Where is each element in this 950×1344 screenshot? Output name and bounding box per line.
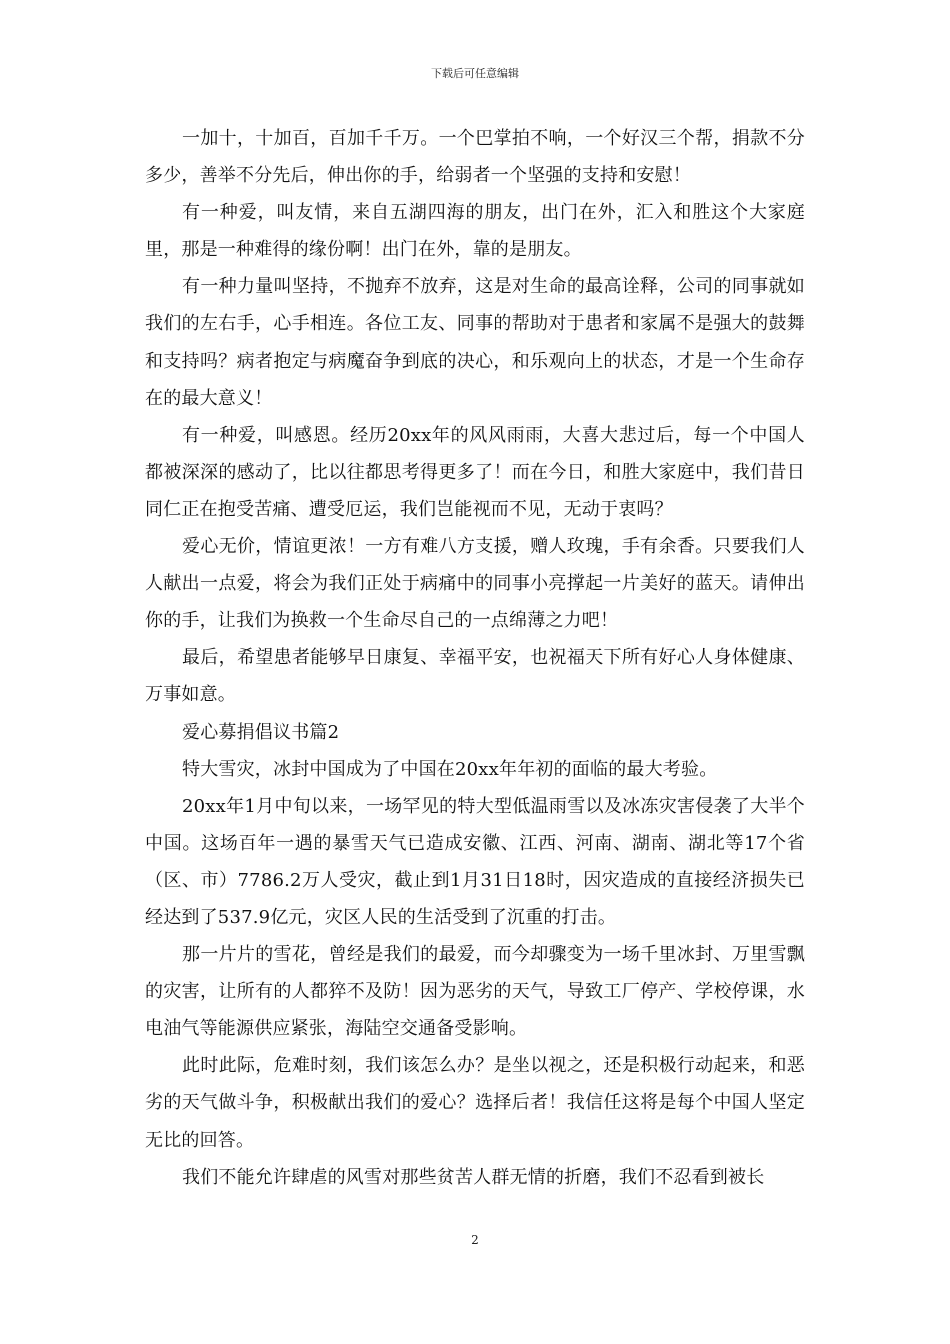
paragraph: 那一片片的雪花，曾经是我们的最爱，而今却骤变为一场千里冰封、万里雪飘的灾害，让所有的人都猝不及防！因为恶劣的天气，导致工厂停产、学校停课，水电油气等能源供应紧张，海陆空交通备受影响。 xyxy=(145,944,805,1040)
document-body xyxy=(145,120,805,1196)
paragraph: 特大雪灾，冰封中国成为了中国在20xx年年初的面临的最大考验。 xyxy=(182,758,718,780)
paragraph: 20xx年1月中旬以来，一场罕见的特大型低温雨雪以及冰冻灾害侵袭了大半个中国。这场百年一遇的暴雪天气已造成安徽、江西、河南、湖南、湖北等17个省（区、市）7786.2万人受灾，截止到1月31日18时，因灾造成的直接经济损失已经达到了537.9亿元，灾区人民的生活受到了沉重的打击。 xyxy=(145,795,805,928)
paragraph: 我们不能允许肆虐的风雪对那些贫苦人群无情的折磨，我们不忍看到被长 xyxy=(182,1166,765,1188)
paragraph: 一加十，十加百，百加千千万。一个巴掌拍不响，一个好汉三个帮，捐款不分多少，善举不分先后，伸出你的手，给弱者一个坚强的支持和安慰！ xyxy=(145,128,805,187)
paragraph: 最后，希望患者能够早日康复、幸福平安，也祝福天下所有好心人身体健康、万事如意。 xyxy=(145,647,805,706)
paragraph: 有一种力量叫坚持，不抛弃不放弃，这是对生命的最高诠释，公司的同事就如我们的左右手，心手相连。各位工友、同事的帮助对于患者和家属不是强大的鼓舞和支持吗？病者抱定与病魔奋争到底的决心，和乐观向上的状态，才是一个生命存在的最大意义！ xyxy=(145,276,805,409)
paragraph: 有一种爱，叫友情，来自五湖四海的朋友，出门在外，汇入和胜这个大家庭里，那是一种难得的缘份啊！出门在外，靠的是朋友。 xyxy=(145,202,805,261)
paragraph: 此时此际，危难时刻，我们该怎么办？是坐以视之，还是积极行动起来，和恶劣的天气做斗争，积极献出我们的爱心？选择后者！我信任这将是每个中国人坚定无比的回答。 xyxy=(145,1055,805,1151)
paragraph: 爱心无价，情谊更浓！一方有难八方支援，赠人玫瑰，手有余香。只要我们人人献出一点爱，将会为我们正处于病痛中的同事小亮撑起一片美好的蓝天。请伸出你的手，让我们为换救一个生命尽自己的一点绵薄之力吧！ xyxy=(145,536,805,632)
page-number: 2 xyxy=(471,1233,479,1247)
paragraph: 有一种爱，叫感恩。经历20xx年的风风雨雨，大喜大悲过后，每一个中国人都被深深的感动了，比以往都思考得更多了！而在今日，和胜大家庭中，我们昔日同仁正在抱受苦痛、遭受厄运，我们岂能视而不见，无动于衷吗？ xyxy=(145,424,805,520)
section-heading: 爱心募捐倡议书篇2 xyxy=(182,721,340,743)
page-header: 下载后可任意编辑 xyxy=(431,67,519,80)
